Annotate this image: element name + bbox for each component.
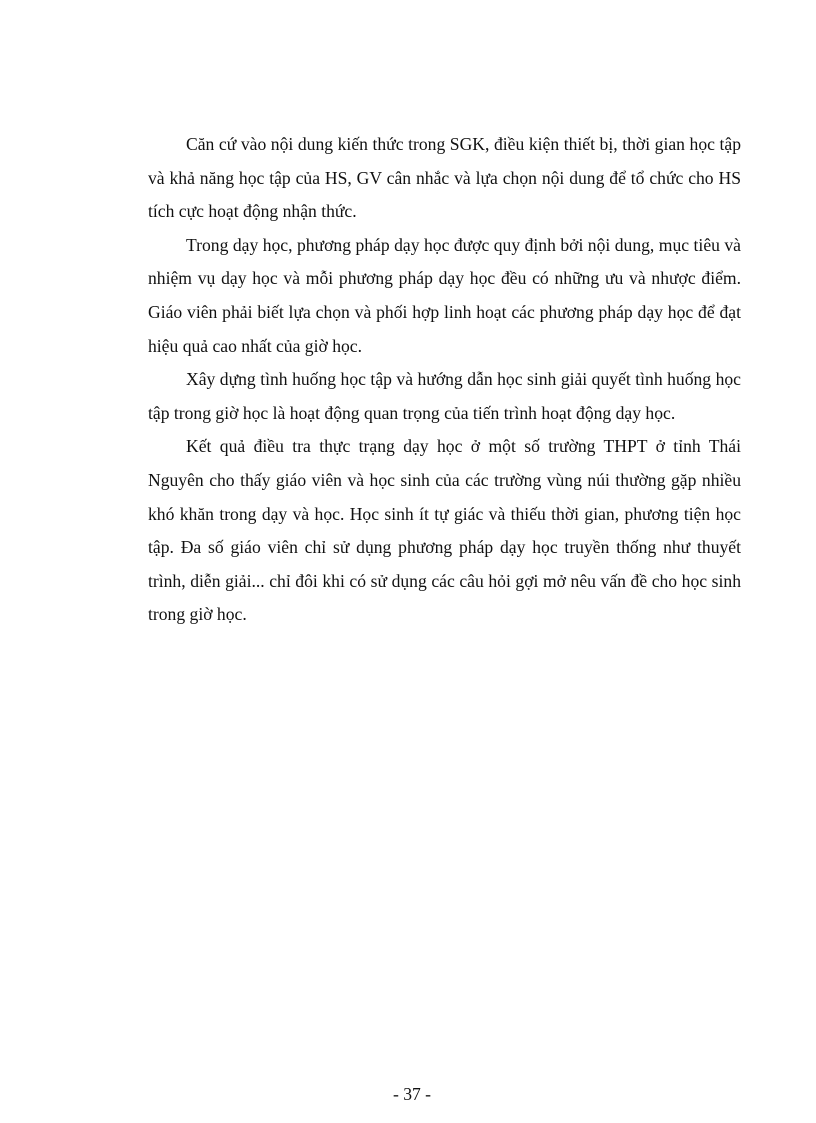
paragraph: Kết quả điều tra thực trạng dạy học ở một số trường THPT ở tỉnh Thái Nguyên cho thấy giáo viên và học sinh của các trường vùng núi thường gặp nhiều khó khăn trong dạy và học. Học sinh ít tự giác và thiếu thời gian, phương tiện học tập. Đa số giáo viên chỉ sử dụng phương pháp dạy học truyền thống như thuyết trình, diễn giải... chỉ đôi khi có sử dụng các câu hỏi gợi mở nêu vấn đề cho học sinh trong giờ học. bbox=[148, 436, 741, 625]
paragraph: Xây dựng tình huống học tập và hướng dẫn học sinh giải quyết tình huống học tập trong giờ học là hoạt động quan trọng của tiến trình hoạt động dạy học. bbox=[148, 369, 741, 423]
body-text bbox=[148, 128, 741, 632]
paragraph: Trong dạy học, phương pháp dạy học được quy định bởi nội dung, mục tiêu và nhiệm vụ dạy học và mỗi phương pháp dạy học đều có những ưu và nhược điểm. Giáo viên phải biết lựa chọn và phối hợp linh hoạt các phương pháp dạy học để đạt hiệu quả cao nhất của giờ học. bbox=[148, 234, 741, 356]
page-number: - 37 - bbox=[392, 1084, 432, 1104]
paragraph: Căn cứ vào nội dung kiến thức trong SGK, điều kiện thiết bị, thời gian học tập và khả năng học tập của HS, GV cân nhắc và lựa chọn nội dung để tổ chức cho HS tích cực hoạt động nhận thức. bbox=[148, 134, 741, 222]
